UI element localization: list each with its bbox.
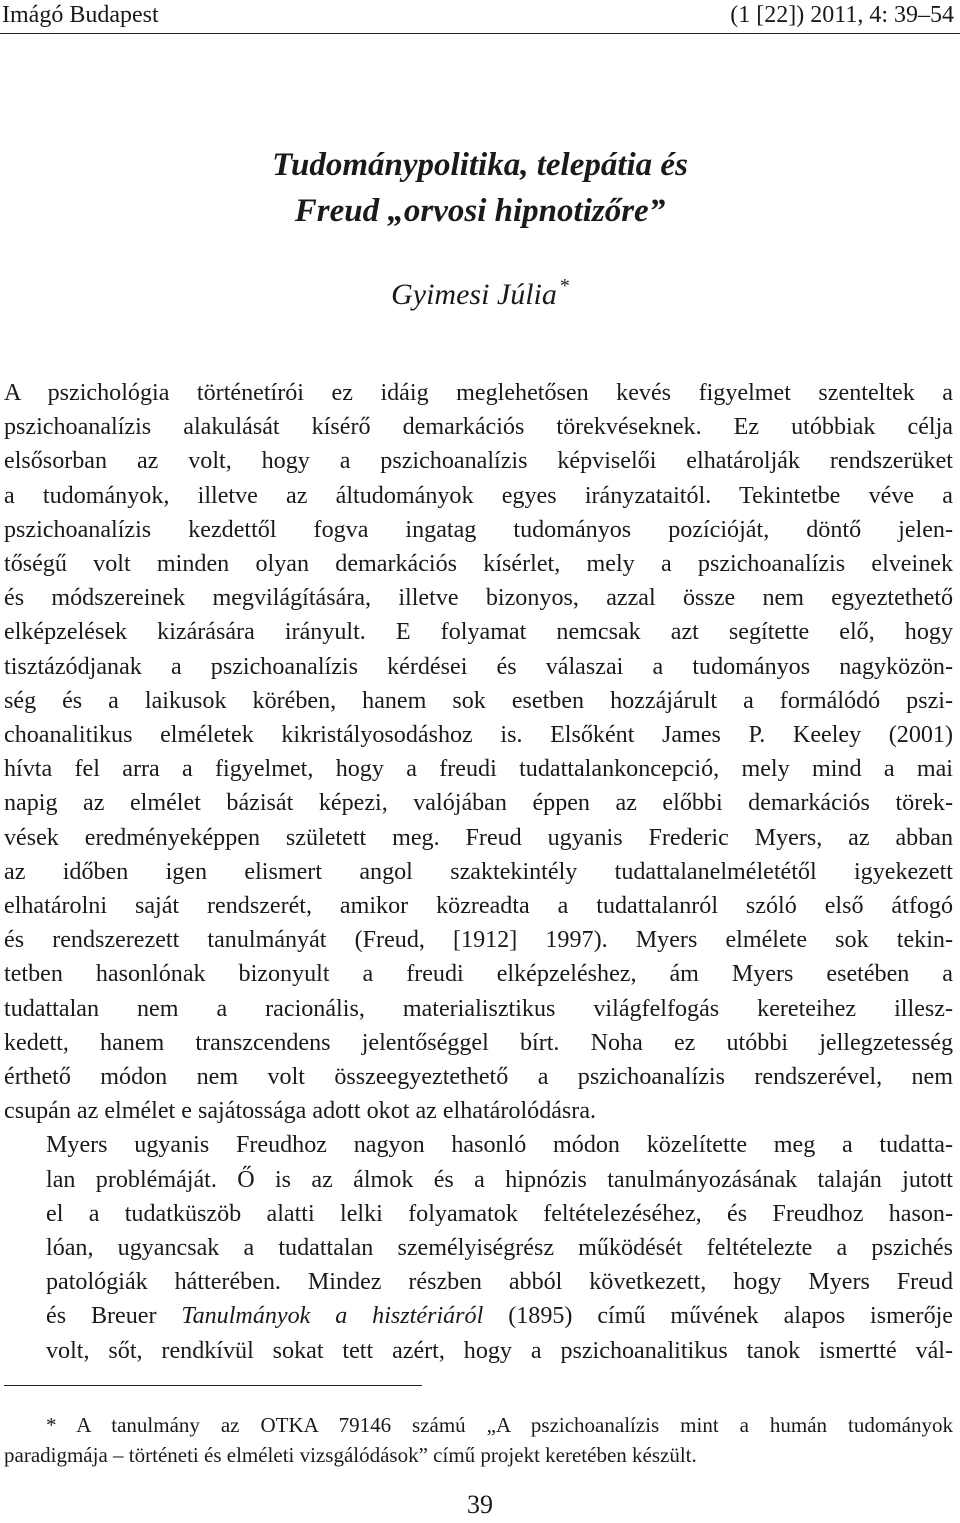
title-line-1: Tudománypolitika, telepátia és bbox=[272, 147, 688, 183]
text-line: lóan, ugyancsak a tudattalan személyiségrész működését feltételezte a pszichés bbox=[46, 1235, 953, 1262]
footnote-rule bbox=[4, 1385, 422, 1386]
header-rule bbox=[0, 33, 960, 34]
text-line: tudattalan nem a racionális, materialisztikus világfelfogás kereteihez illesz- bbox=[4, 995, 953, 1022]
text-line: elképzelések kizárására irányult. E folyamat nemcsak azt segítette elő, hogy bbox=[4, 619, 953, 646]
text-line: napig az elmélet bázisát képezi, valójában éppen az előbbi demarkációs törek- bbox=[4, 790, 953, 817]
author-footnote-mark: * bbox=[558, 275, 569, 297]
text-line: a tudományok, illetve az áltudományok egyes irányzataitól. Tekintetbe véve a bbox=[4, 482, 953, 509]
text-line: elsősorban az volt, hogy a pszichoanalízis képviselői elhatárolják rendszerüket bbox=[4, 448, 953, 475]
text-line: tetben hasonlónak bizonyult a freudi elképzeléshez, ám Myers esetében a bbox=[4, 961, 953, 988]
text-line: A pszichológia történetírói ez idáig meglehetősen kevés figyelmet szenteltek a bbox=[4, 380, 953, 406]
text-fragment: (1895) című művének alapos ismerője bbox=[483, 1303, 954, 1330]
text-line: és módszereinek megvilágítására, illetve bizonyos, azzal össze nem egyeztethető bbox=[4, 585, 953, 612]
text-line: tisztázódjanak a pszichoanalízis kérdései és válaszai a tudományos nagyközön- bbox=[4, 653, 953, 680]
article-body bbox=[4, 376, 953, 1368]
paragraph-2 bbox=[4, 1128, 953, 1367]
cited-work-title: Tanulmányok a hisztériáról bbox=[181, 1303, 484, 1330]
text-line: és rendszerezett tanulmányát (Freud, [1912] 1997). Myers elmélete sok tekin- bbox=[4, 927, 953, 954]
text-line: pszichoanalízis kezdettől fogva ingatag tudományos pozícióját, döntő jelen- bbox=[4, 516, 953, 543]
text-line: el a tudatküszöb alatti lelki folyamatok feltételezéséhez, és Freudhoz hason- bbox=[46, 1200, 953, 1227]
text-line: choanalitikus elméletek kikristályosodáshoz is. Elsőként James P. Keeley (2001) bbox=[4, 722, 953, 749]
text-line: tőségű volt minden olyan demarkációs kísérlet, mely a pszichoanalízis elveinek bbox=[4, 551, 953, 578]
journal-name: Imágó Budapest bbox=[2, 2, 159, 28]
paragraph-1 bbox=[4, 376, 953, 1128]
text-line: az időben igen elismert angol szaktekintély tudattalanelméletétől igyekezett bbox=[4, 858, 953, 885]
footnote-line-1: * A tanulmány az OTKA 79146 számú „A pszichoanalízis mint a humán tudományok bbox=[46, 1413, 953, 1437]
footnote bbox=[4, 1410, 953, 1470]
title-line-2: Freud „orvosi hipnotizőre” bbox=[294, 193, 666, 229]
issue-info: (1 [22]) 2011, 4: 39–54 bbox=[730, 2, 954, 28]
text-line: pszichoanalízis alakulását kísérő demarkációs törekvéseknek. Ez utóbbiak célja bbox=[4, 414, 953, 441]
footnote-line-2: paradigmája – történeti és elméleti vizsgálódások” című projekt keretében készült. bbox=[4, 1443, 697, 1467]
text-line: érthető módon nem volt összeegyeztethető a pszichoanalízis rendszerével, nem bbox=[4, 1064, 953, 1091]
article-title bbox=[0, 142, 960, 234]
author-name: Gyimesi Júlia bbox=[391, 278, 557, 311]
text-line: vések eredményeképpen született meg. Freud ugyanis Frederic Myers, az abban bbox=[4, 824, 953, 851]
text-line: Myers ugyanis Freudhoz nagyon hasonló módon közelítette meg a tudatta- bbox=[46, 1132, 953, 1159]
text-line: kedett, hanem transzcendens jelentőséggel bírt. Noha ez utóbbi jellegzetesség bbox=[4, 1029, 953, 1056]
text-fragment: és Breuer bbox=[46, 1303, 182, 1330]
text-line: patológiák hátterében. Mindez részben abból következett, hogy Myers Freud bbox=[46, 1269, 953, 1296]
text-line: lan problémáját. Ő is az álmok és a hipnózis tanulmányozásának talaján jutott bbox=[46, 1166, 953, 1193]
page-number: 39 bbox=[467, 1490, 493, 1519]
author-line bbox=[0, 266, 960, 315]
text-line-with-title bbox=[4, 1299, 953, 1333]
text-line: elhatárolni saját rendszerét, amikor közreadta a tudattalanról szóló első átfogó bbox=[4, 893, 953, 920]
text-line: volt, sőt, rendkívül sokat tett azért, hogy a pszichoanalitikus tanok ismertté vál- bbox=[46, 1337, 953, 1364]
text-line: csupán az elmélet e sajátossága adott okot az elhatárolódásra. bbox=[4, 1098, 597, 1125]
running-header bbox=[0, 0, 960, 32]
text-line: ség és a laikusok körében, hanem sok esetben hozzájárult a formálódó pszi- bbox=[4, 687, 953, 714]
text-line: hívta fel arra a figyelmet, hogy a freudi tudattalankoncepció, mely mind a mai bbox=[4, 756, 953, 783]
